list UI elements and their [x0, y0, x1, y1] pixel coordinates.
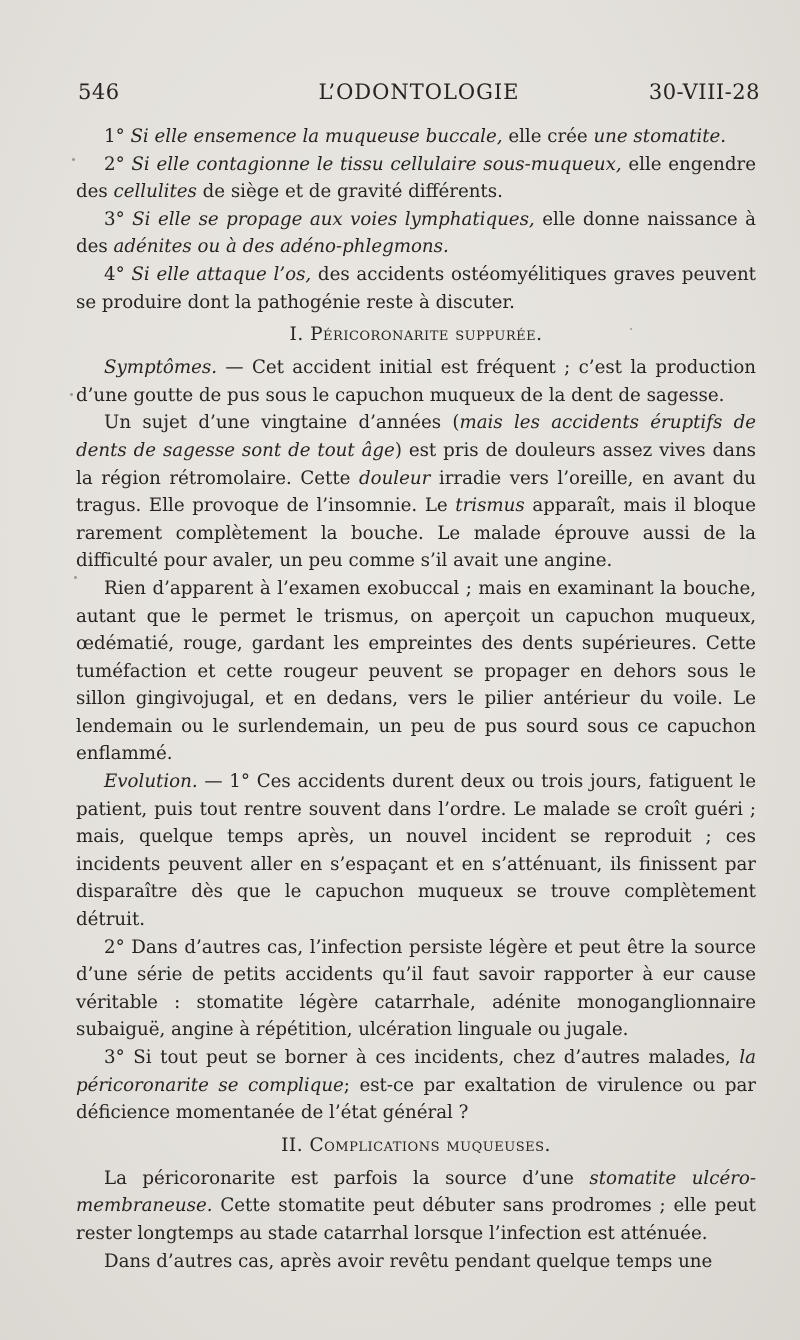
paragraph-text: Rien d’apparent à l’examen exobuccal ; mais en examinant la bouche, autant que le permet le trismus, on aperçoit un capuchon muqueux, œdématié, rouge, gardant les empreintes des dents supérieures. Cette tuméfaction et cette rougeur peuvent se propager en dehors sous le sillon gingivojugal, et en dedans, vers le pilier antérieur du voile. Le lendemain ou le surlendemain, un peu de pus sourd sous ce capuchon enflammé.: [76, 577, 756, 765]
paragraph-text: elle donne naissance à des: [76, 208, 757, 258]
section-numeral: I.: [289, 324, 311, 346]
paragraph-text: apparaît, mais il bloque rarement complètement la bouche. Le malade éprouve aussi de la difficulté pour avaler, un peu comme s’il avait une angine.: [76, 495, 756, 572]
issue-date: 30-VIII-28: [648, 80, 760, 104]
paragraph-12: [76, 1248, 756, 1276]
paper-speck: [72, 158, 75, 161]
italic-text: Si elle contagionne le tissu cellulaire sous-muqueux,: [131, 153, 622, 175]
paragraph-text: — 1° Ces accidents durent deux ou trois jours, fatiguent le patient, puis tout rentre souvent dans l’ordre. Le malade se croît guéri ; mais, quelque temps après, un nouvel incident se reproduit ; ces incidents peuvent aller en s’espaçant et en s’atténuant, ils finissent par disparaître dès que le capuchon muqueux se trouve complètement détruit.: [76, 771, 756, 931]
paper-speck: [70, 393, 73, 396]
paragraph-2: [76, 151, 756, 206]
paragraph-1: [76, 123, 756, 151]
paragraph-text: — Cet accident initial est fréquent ; c’est la production d’une goutte de pus sous le capuchon muqueux de la dent de sagesse.: [76, 357, 756, 406]
page-number: 546: [78, 80, 120, 104]
paragraph-9: [76, 934, 756, 1044]
italic-text: stomatite ulcéro-membraneuse.: [76, 1167, 756, 1217]
italic-text: la péricoronarite se complique: [76, 1047, 756, 1096]
paragraph-text: 2° Dans d’autres cas, l’infection persiste légère et peut être la source d’une série de petits accidents qu’il faut savoir rapporter à eur cause véritable : stomatite légère catarrhale, adénite monoganglionnaire subaiguë, angine à répétition, ulcération linguale ou jugale.: [76, 936, 756, 1041]
italic-text: cellulites: [113, 181, 197, 203]
section-numeral: II.: [281, 1134, 310, 1156]
paragraph-text: des accidents ostéomyélitiques graves peuvent se produire dont la pathogénie reste à discuter.: [76, 263, 756, 313]
paragraph-text: elle engendre des: [76, 153, 756, 203]
italic-text: Symptômes.: [104, 357, 218, 379]
paragraph-text: de siège et de gravité différents.: [196, 181, 503, 203]
italic-text: trismus: [455, 495, 525, 517]
italic-text: une stomatite.: [593, 126, 727, 147]
paragraph-text: ; est-ce par exaltation de virulence ou par déficience momentanée de l’état général ?: [76, 1074, 756, 1124]
paragraph-text: ) est pris de douleurs assez vives dans la région rétromolaire. Cette: [76, 439, 757, 489]
paragraph-text: La péricoronarite est parfois la source d’une: [104, 1167, 590, 1189]
body-text: [76, 123, 756, 1275]
section-title: Péricoronarite suppurée.: [310, 324, 543, 346]
journal-title: L’ODONTOLOGIE: [318, 80, 520, 104]
italic-text: Evolution.: [104, 771, 198, 793]
paragraph-text: Un sujet d’une vingtaine d’années (: [104, 412, 460, 434]
paragraph-6: [76, 409, 756, 575]
italic-text: adénites ou à des adéno-phlegmons.: [113, 236, 449, 258]
italic-text: Si elle ensemence la muqueuse buccale,: [130, 126, 503, 147]
item-number: 2°: [104, 153, 132, 175]
paragraph-3: [76, 206, 756, 261]
running-header: [78, 80, 760, 110]
italic-text: Si elle se propage aux voies lymphatiques,: [132, 208, 535, 230]
paragraph-text: elle crée: [502, 126, 594, 147]
paragraph-8: [76, 768, 756, 934]
paragraph-10: [76, 1044, 756, 1127]
item-number: 1°: [104, 126, 131, 147]
item-number: 4°: [104, 263, 132, 285]
paragraph-text: Cette stomatite peut débuter sans prodromes ; elle peut rester longtemps au stade catarrhal lorsque l’infection est atténuée.: [76, 1195, 756, 1244]
italic-text: douleur: [359, 467, 431, 489]
italic-text: Si elle attaque l’os,: [131, 263, 312, 285]
paragraph-7: [76, 575, 756, 768]
section-heading-2: [76, 1129, 756, 1163]
paragraph-11: [76, 1165, 756, 1248]
paragraph-text: irradie vers l’oreille, en avant du tragus. Elle provoque de l’insomnie. Le: [76, 467, 757, 517]
item-number: 3°: [104, 208, 133, 230]
paragraph-text: 3° Si tout peut se borner à ces incidents, chez d’autres malades,: [104, 1047, 740, 1068]
paragraph-5: [76, 354, 756, 409]
section-heading-1: [76, 318, 756, 352]
paper-speck: [630, 328, 632, 330]
paper-speck: [74, 576, 77, 579]
paragraph-4: [76, 261, 756, 316]
italic-text: mais les accidents éruptifs de dents de sagesse sont de tout âge: [76, 412, 756, 461]
section-title: Complications muqueuses.: [309, 1134, 551, 1156]
paragraph-text: Dans d’autres cas, après avoir revêtu pendant quelque temps une: [104, 1250, 713, 1272]
